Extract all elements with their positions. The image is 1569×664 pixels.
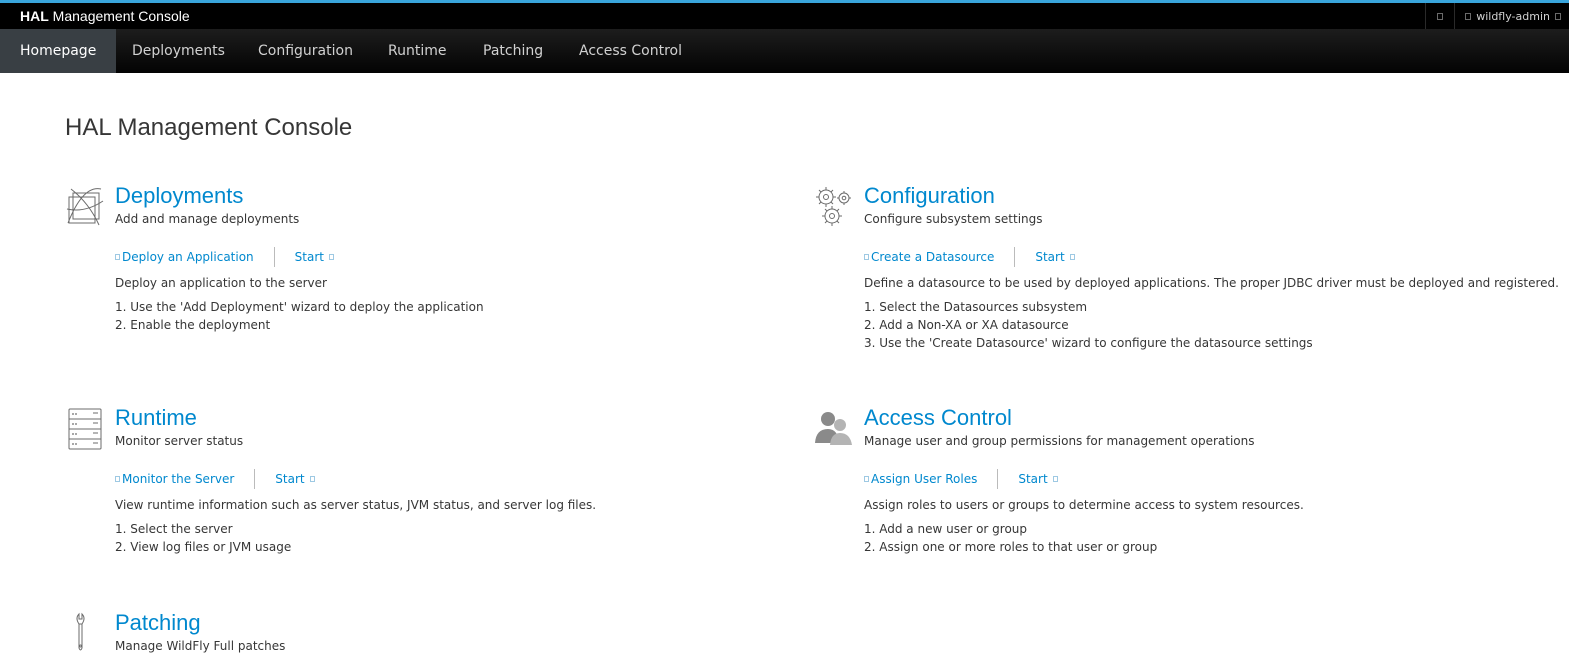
configuration-title[interactable]: Configuration	[864, 183, 995, 208]
patching-subtitle: Manage WildFly Full patches	[115, 639, 286, 653]
deploy-application-link[interactable]: Deploy an Application	[115, 250, 254, 264]
user-name: wildfly-admin	[1476, 9, 1550, 23]
configuration-steps	[864, 298, 1559, 352]
assign-user-roles-link[interactable]: Assign User Roles	[864, 472, 977, 486]
chevron-down-icon	[1555, 13, 1561, 20]
list-item: 3. Use the 'Create Datasource' wizard to configure the datasource settings	[864, 336, 1313, 350]
runtime-subtitle: Monitor server status	[115, 434, 244, 448]
create-datasource-link[interactable]: Create a Datasource	[864, 250, 994, 264]
configuration-subtitle: Configure subsystem settings	[864, 212, 1043, 226]
nav-deployments[interactable]: Deployments	[132, 43, 225, 59]
runtime-title[interactable]: Runtime	[115, 405, 197, 430]
access-control-actions	[864, 469, 1304, 489]
configuration-actions	[864, 247, 1559, 267]
arrow-right-icon	[1053, 476, 1058, 482]
list-item: 1. Use the 'Add Deployment' wizard to deploy the application	[115, 300, 484, 314]
nav-homepage[interactable]: Homepage	[0, 29, 116, 73]
deployments-actions	[115, 247, 484, 267]
list-item: 2. View log files or JVM usage	[115, 540, 292, 554]
runtime-actions	[115, 469, 596, 489]
user-icon	[1465, 13, 1471, 20]
access-control-title[interactable]: Access Control	[864, 405, 1012, 430]
list-item: 2. Enable the deployment	[115, 318, 271, 332]
list-item: 1. Select the server	[115, 522, 233, 536]
arrow-right-icon	[1070, 254, 1075, 260]
masthead	[0, 0, 1569, 29]
list-item: 1. Add a new user or group	[864, 522, 1028, 536]
deployments-icon	[65, 183, 105, 229]
access-control-subtitle: Manage user and group permissions for management operations	[864, 434, 1255, 448]
configuration-description: Define a datasource to be used by deployed applications. The proper JDBC driver must be deployed and registered.	[864, 276, 1559, 290]
patching-title[interactable]: Patching	[115, 610, 201, 635]
deployments-start-link[interactable]: Start	[295, 250, 334, 264]
access-control-steps	[864, 520, 1304, 556]
main-navigation	[0, 29, 1569, 73]
nav-configuration[interactable]: Configuration	[258, 43, 353, 59]
access-control-description: Assign roles to users or groups to determine access to system resources.	[864, 498, 1304, 512]
brand-bold: HAL	[20, 8, 49, 24]
list-item: 1. Select the Datasources subsystem	[864, 300, 1088, 314]
deployments-steps	[115, 298, 484, 334]
server-icon	[65, 405, 105, 451]
top-right-utilities	[1425, 3, 1569, 29]
info-icon	[115, 476, 120, 482]
list-item: 2. Assign one or more roles to that user or group	[864, 540, 1158, 554]
deployments-title[interactable]: Deployments	[115, 183, 244, 208]
notifications-icon[interactable]	[1426, 3, 1454, 29]
arrow-right-icon	[310, 476, 315, 482]
configuration-start-link[interactable]: Start	[1035, 250, 1074, 264]
arrow-right-icon	[329, 254, 334, 260]
list-item: 2. Add a Non-XA or XA datasource	[864, 318, 1069, 332]
deployments-description: Deploy an application to the server	[115, 276, 327, 290]
access-control-start-link[interactable]: Start	[1018, 472, 1057, 486]
brand-text: Management Console	[48, 8, 190, 24]
page-title: HAL Management Console	[65, 114, 353, 141]
monitor-server-link[interactable]: Monitor the Server	[115, 472, 234, 486]
info-icon	[115, 254, 120, 260]
info-icon	[864, 254, 869, 260]
nav-runtime[interactable]: Runtime	[388, 43, 447, 59]
user-menu[interactable]	[1455, 3, 1569, 29]
nav-access-control[interactable]: Access Control	[579, 43, 682, 59]
runtime-steps	[115, 520, 596, 556]
nav-patching[interactable]: Patching	[483, 43, 544, 59]
runtime-start-link[interactable]: Start	[275, 472, 314, 486]
deployments-subtitle: Add and manage deployments	[115, 212, 300, 226]
wrench-icon	[65, 610, 105, 656]
brand-logo[interactable]	[20, 8, 190, 24]
info-icon	[864, 476, 869, 482]
users-icon	[814, 405, 854, 451]
gears-icon	[814, 183, 854, 229]
runtime-description: View runtime information such as server status, JVM status, and server log files.	[115, 498, 597, 512]
